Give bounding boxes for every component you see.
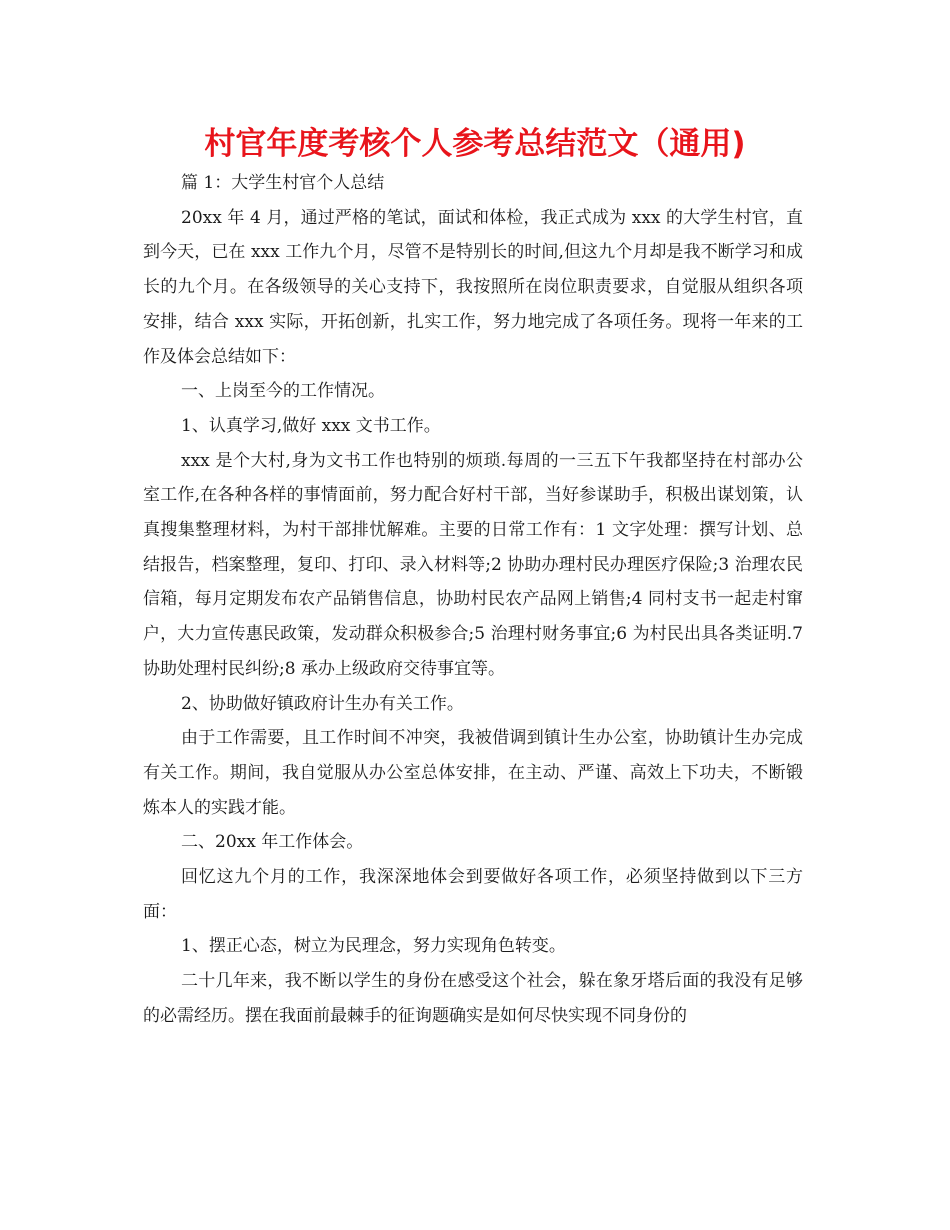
subheading-clerical-work: 1、认真学习,做好 xxx 文书工作。	[181, 415, 441, 436]
document-title: 村官年度考核个人参考总结范文（通用)	[204, 126, 746, 162]
heading-work-experience: 二、20xx 年工作体会。	[181, 832, 364, 853]
section-heading-article-1: 篇 1：大学生村官个人总结	[181, 173, 385, 193]
document-body	[143, 166, 803, 1034]
family-planning-paragraph: 由于工作需要，且工作时间不冲突，我被借调到镇计生办公室，协助镇计生办完成有关工作。期间，我自觉服从办公室总体安排，在主动、严谨、高效上下功夫，不断锻炼本人的实践才能。	[143, 728, 803, 818]
experience-intro-paragraph: 回忆这九个月的工作，我深深地体会到要做好各项工作，必须坚持做到以下三方面：	[143, 867, 803, 922]
mindset-paragraph: 二十几年来，我不断以学生的身份在感受这个社会，躲在象牙塔后面的我没有足够的必需经历。摆在我面前最棘手的征询题确实是如何尽快实现不同身份的	[143, 971, 803, 1026]
intro-paragraph: 20xx 年 4 月，通过严格的笔试，面试和体检，我正式成为 xxx 的大学生村官，直到今天，已在 xxx 工作九个月，尽管不是特别长的时间,但这九个月却是我不断学习和成长的九个月。在各级领导的关心支持下，我按照所在岗位职责要求，自觉服从组织各项安排，结合 xxx 实际，开拓创新，扎实工作，努力地完成了各项任务。现将一年来的工作及体会总结如下：	[143, 207, 803, 367]
heading-work-situation: 一、上岗至今的工作情况。	[181, 381, 385, 402]
subheading-family-planning: 2、协助做好镇政府计生办有关工作。	[181, 693, 464, 714]
clerical-work-paragraph: xxx 是个大村,身为文书工作也特别的烦琐.每周的一三五下午我都坚持在村部办公室工作,在各种各样的事情面前，努力配合好村干部，当好参谋助手，积极出谋划策，认真搜集整理材料，为村干部排忧解难。主要的日常工作有：1 文字处理：撰写计划、总结报告，档案整理，复印、打印、录入材料等;2 协助办理村民办理医疗保险;3 治理农民信箱，每月定期发布农产品销售信息，协助村民农产品网上销售;4 同村支书一起走村窜户，大力宣传惠民政策，发动群众积极参合;5 治理村财务事宜;6 为村民出具各类证明.7 协助处理村民纠纷;8 承办上级政府交待事宜等。	[143, 450, 803, 679]
subheading-mindset: 1、摆正心态，树立为民理念，努力实现角色转变。	[181, 936, 566, 957]
